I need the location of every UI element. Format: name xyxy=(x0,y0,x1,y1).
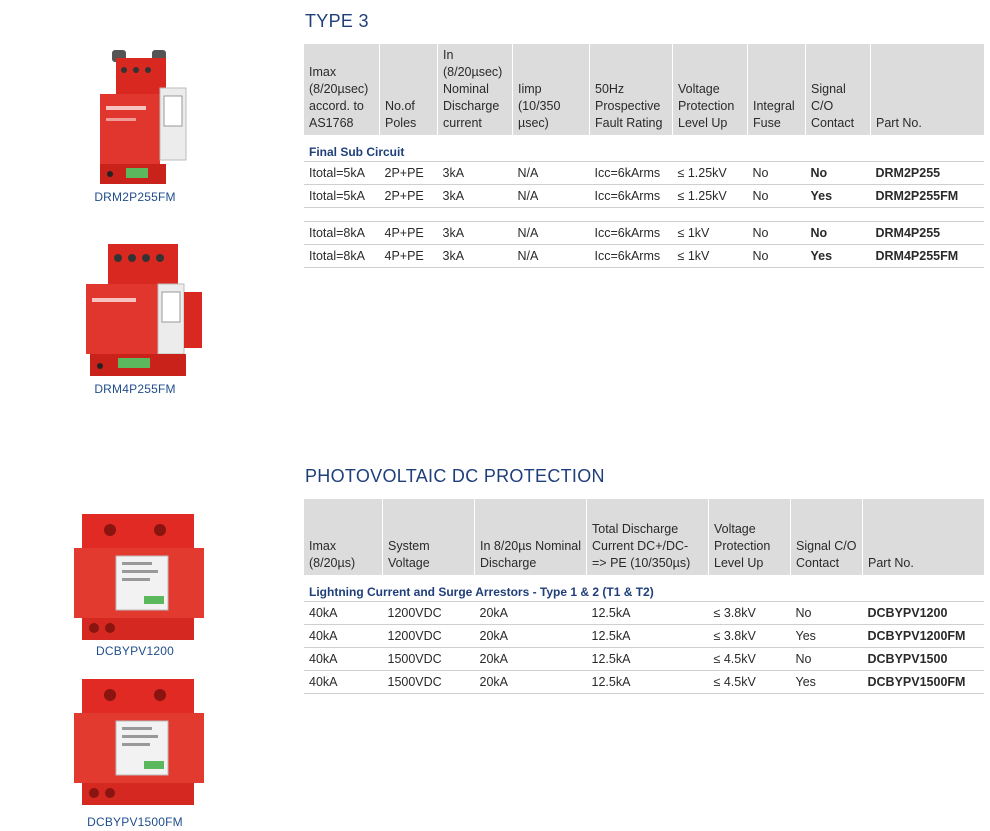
part-number-cell: DCBYPV1500 xyxy=(863,648,985,671)
col-header-in: In (8/20µsec) Nominal Discharge current xyxy=(438,44,513,135)
cell: 40kA xyxy=(304,648,383,671)
type3-table xyxy=(304,44,984,268)
col-header-voltage-level: Voltage Protection Level Up xyxy=(709,499,791,575)
part-number-cell: DRM4P255 xyxy=(871,222,985,245)
cell: 3kA xyxy=(438,222,513,245)
cell: N/A xyxy=(513,185,590,208)
cell: N/A xyxy=(513,245,590,268)
table-spacer-row xyxy=(304,208,984,222)
cell: 20kA xyxy=(475,602,587,625)
product-drm2p255fm xyxy=(60,48,210,208)
cell: N/A xyxy=(513,222,590,245)
cell: N/A xyxy=(513,162,590,185)
cell: Itotal=8kA xyxy=(304,222,380,245)
table-row xyxy=(304,222,984,245)
product-dcbypv1200 xyxy=(60,510,210,662)
cell: ≤ 1kV xyxy=(673,222,748,245)
cell: 12.5kA xyxy=(587,602,709,625)
cell: Yes xyxy=(806,185,871,208)
cell: Icc=6kArms xyxy=(590,185,673,208)
cell: 4P+PE xyxy=(380,222,438,245)
table-header-row xyxy=(304,44,984,135)
table-row xyxy=(304,602,984,625)
cell: Icc=6kArms xyxy=(590,162,673,185)
table-group-row xyxy=(304,575,984,602)
col-header-iimp: Iimp (10/350 µsec) xyxy=(513,44,590,135)
table-header-row xyxy=(304,499,984,575)
col-header-total-discharge: Total Discharge Current DC+/DC- => PE (10/350µs) xyxy=(587,499,709,575)
cell: ≤ 1.25kV xyxy=(673,162,748,185)
spacer-cell xyxy=(304,208,984,222)
cell: ≤ 4.5kV xyxy=(709,671,791,694)
cell: 2P+PE xyxy=(380,162,438,185)
product-label: DCBYPV1500FM xyxy=(87,815,183,829)
col-header-signal-contact: Signal C/O Contact xyxy=(791,499,863,575)
table-group-row xyxy=(304,135,984,162)
cell: 12.5kA xyxy=(587,625,709,648)
cell: Itotal=5kA xyxy=(304,162,380,185)
section-title-type3: TYPE 3 xyxy=(305,11,369,31)
cell: Icc=6kArms xyxy=(590,222,673,245)
cell: 4P+PE xyxy=(380,245,438,268)
col-header-integral-fuse: Integral Fuse xyxy=(748,44,806,135)
surge-arrester-4p-image xyxy=(60,240,210,380)
col-header-signal-contact: Signal C/O Contact xyxy=(806,44,871,135)
part-number-cell: DRM4P255FM xyxy=(871,245,985,268)
col-header-in: In 8/20µs Nominal Discharge xyxy=(475,499,587,575)
cell: No xyxy=(748,162,806,185)
cell: No xyxy=(748,185,806,208)
col-header-part-no: Part No. xyxy=(863,499,985,575)
cell: 12.5kA xyxy=(587,648,709,671)
cell: 1500VDC xyxy=(383,648,475,671)
part-number-cell: DCBYPV1500FM xyxy=(863,671,985,694)
product-drm4p255fm xyxy=(60,240,210,400)
cell: Yes xyxy=(791,625,863,648)
cell: 12.5kA xyxy=(587,671,709,694)
pv-arrester-image xyxy=(60,675,210,805)
cell: 20kA xyxy=(475,648,587,671)
group-label: Lightning Current and Surge Arrestors - Type 1 & 2 (T1 & T2) xyxy=(304,575,984,602)
product-dcbypv1500fm xyxy=(60,675,210,831)
cell: 1200VDC xyxy=(383,602,475,625)
col-header-poles: No.of Poles xyxy=(380,44,438,135)
cell: ≤ 1.25kV xyxy=(673,185,748,208)
part-number-cell: DCBYPV1200 xyxy=(863,602,985,625)
cell: Itotal=5kA xyxy=(304,185,380,208)
cell: 1500VDC xyxy=(383,671,475,694)
pv-arrester-image xyxy=(60,510,210,640)
table-row xyxy=(304,648,984,671)
col-header-voltage-level: Voltage Protection Level Up xyxy=(673,44,748,135)
cell: 40kA xyxy=(304,671,383,694)
cell: 40kA xyxy=(304,602,383,625)
cell: ≤ 3.8kV xyxy=(709,602,791,625)
cell: No xyxy=(791,602,863,625)
cell: Yes xyxy=(806,245,871,268)
cell: 3kA xyxy=(438,185,513,208)
col-header-imax: Imax (8/20µs) xyxy=(304,499,383,575)
col-header-fault-rating: 50Hz Prospective Fault Rating xyxy=(590,44,673,135)
cell: 20kA xyxy=(475,625,587,648)
group-label: Final Sub Circuit xyxy=(304,135,984,162)
table-row xyxy=(304,671,984,694)
cell: ≤ 4.5kV xyxy=(709,648,791,671)
surge-arrester-2p-image xyxy=(60,48,210,188)
table-row xyxy=(304,625,984,648)
cell: No xyxy=(791,648,863,671)
cell: No xyxy=(748,222,806,245)
cell: 1200VDC xyxy=(383,625,475,648)
cell: 3kA xyxy=(438,162,513,185)
cell: Icc=6kArms xyxy=(590,245,673,268)
cell: 3kA xyxy=(438,245,513,268)
table-row xyxy=(304,245,984,268)
product-label: DRM4P255FM xyxy=(94,382,176,396)
cell: 2P+PE xyxy=(380,185,438,208)
product-label: DCBYPV1200 xyxy=(95,644,175,658)
part-number-cell: DRM2P255 xyxy=(871,162,985,185)
part-number-cell: DRM2P255FM xyxy=(871,185,985,208)
part-number-cell: DCBYPV1200FM xyxy=(863,625,985,648)
pv-table xyxy=(304,499,984,694)
cell: No xyxy=(748,245,806,268)
cell: 20kA xyxy=(475,671,587,694)
cell: No xyxy=(806,162,871,185)
cell: No xyxy=(806,222,871,245)
cell: Itotal=8kA xyxy=(304,245,380,268)
table-row xyxy=(304,162,984,185)
col-header-system-voltage: System Voltage xyxy=(383,499,475,575)
cell: ≤ 3.8kV xyxy=(709,625,791,648)
col-header-imax: Imax (8/20µsec) accord. to AS1768 xyxy=(304,44,380,135)
col-header-part-no: Part No. xyxy=(871,44,985,135)
table-row xyxy=(304,185,984,208)
product-label: DRM2P255FM xyxy=(94,190,176,204)
cell: 40kA xyxy=(304,625,383,648)
section-title-pv: PHOTOVOLTAIC DC PROTECTION xyxy=(305,466,605,486)
cell: Yes xyxy=(791,671,863,694)
cell: ≤ 1kV xyxy=(673,245,748,268)
